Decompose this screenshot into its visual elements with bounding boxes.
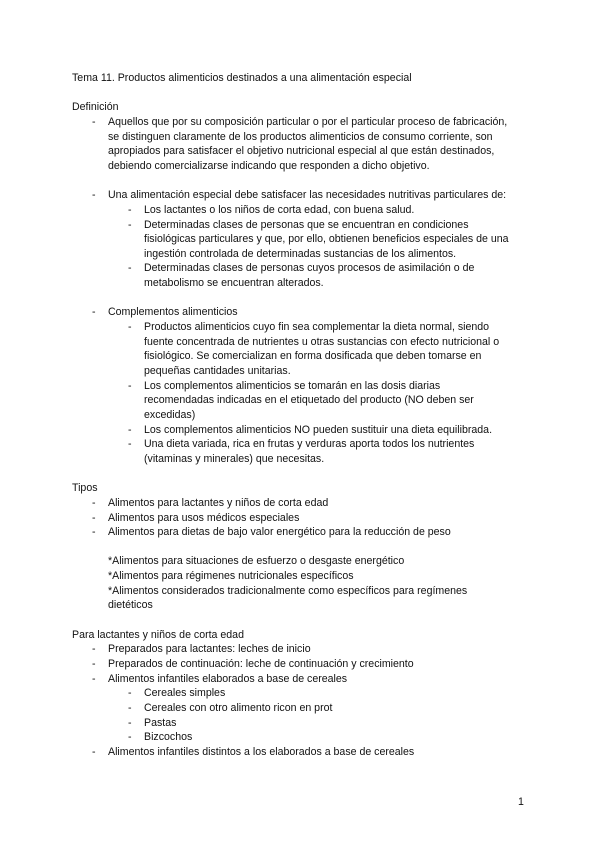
bullet-dash: - (92, 672, 96, 685)
bullet-dash: - (128, 262, 132, 275)
line-text: Los complementos alimenticios NO pueden sustituir una dieta equilibrada. (144, 423, 493, 436)
line-text: Preparados de continuación: leche de continuación y crecimiento (108, 658, 414, 670)
bullet-dash: - (128, 438, 132, 451)
line-text: Tipos (72, 482, 98, 495)
bullet-dash: - (92, 526, 96, 539)
bullet-dash: - (128, 731, 132, 744)
line-text: Alimentos infantiles distintos a los elaborados a base de cereales (108, 745, 415, 758)
bullet-dash: - (128, 687, 132, 700)
line-text: Una alimentación especial debe satisfacer las necesidades nutritivas particulares de: (108, 189, 507, 202)
line-text: fuente concentrada de nutrientes u otras sustancias con efecto nutricional o (144, 335, 500, 348)
line-text: dietéticos (108, 599, 153, 612)
line-text: *Alimentos para régimenes nutricionales específicos (108, 570, 354, 583)
bullet-dash: - (128, 423, 132, 436)
bullet-dash: - (92, 496, 96, 509)
line-text: Determinadas clases de personas cuyos procesos de asimilación o de (144, 262, 475, 275)
line-text: recomendadas indicadas en el etiquetado del producto (NO deben ser (144, 394, 474, 407)
bullet-dash: - (92, 306, 96, 319)
bullet-dash: - (128, 321, 132, 334)
line-text: Complementos alimenticios (108, 306, 238, 319)
line-text: Tema 11. Productos alimenticios destinados a una alimentación especial (72, 72, 412, 84)
line-text: Alimentos para lactantes y niños de corta edad (108, 496, 329, 509)
line-text: Determinadas clases de personas que se encuentran en condiciones (144, 218, 469, 231)
bullet-dash: - (92, 658, 96, 670)
line-text: Definición (72, 101, 119, 114)
bullet-dash: - (128, 701, 132, 714)
bullet-dash: - (92, 643, 96, 656)
bullet-dash: - (92, 745, 96, 758)
bullet-dash: - (92, 115, 96, 128)
line-text: pequeñas cantidades unitarias. (144, 365, 291, 377)
line-text: debiendo comercializarse indicando que responden a dicho objetivo. (108, 159, 430, 172)
line-text: Para lactantes y niños de corta edad (72, 628, 244, 641)
bullet-dash: - (128, 716, 132, 729)
line-text: *Alimentos para situaciones de esfuerzo o desgaste energético (108, 555, 405, 568)
bullet-dash: - (92, 511, 96, 524)
line-text: apropiados para satisfacer el objetivo nutricional especial al que están destinados, (108, 145, 495, 158)
line-text: *Alimentos considerados tradicionalmente como específicos para regímenes (108, 584, 468, 597)
bullet-dash: - (92, 189, 96, 202)
line-text: Cereales simples (144, 687, 226, 700)
line-text: Alimentos para usos médicos especiales (108, 511, 300, 524)
bullet-dash: - (128, 218, 132, 231)
line-text: se distinguen claramente de los productos alimenticios de consumo corriente, son (108, 130, 493, 143)
page-number: 1 (518, 796, 524, 808)
line-text: ingestión controlada de determinadas sustancias de los alimentos. (144, 247, 457, 260)
line-text: metabolismo se encuentran alterados. (144, 277, 324, 290)
line-text: Los lactantes o los niños de corta edad, con buena salud. (144, 203, 415, 216)
line-text: excedidas) (144, 408, 196, 421)
line-text: Bizcochos (144, 731, 193, 744)
bullet-dash: - (128, 203, 132, 216)
line-text: Una dieta variada, rica en frutas y verduras aporta todos los nutrientes (144, 438, 475, 451)
line-text: Preparados para lactantes: leches de inicio (108, 643, 311, 656)
line-text: Aquellos que por su composición particular o por el particular proceso de fabricación, (108, 115, 508, 128)
line-text: Pastas (144, 716, 177, 729)
line-text: (vitaminas y minerales) que necesitas. (144, 452, 325, 465)
line-text: Alimentos para dietas de bajo valor energético para la reducción de peso (108, 526, 451, 539)
line-text: Alimentos infantiles elaborados a base de cereales (108, 672, 348, 685)
line-text: Los complementos alimenticios se tomarán en las dosis diarias (144, 379, 441, 392)
bullet-dash: - (128, 379, 132, 392)
line-text: Cereales con otro alimento ricon en prot (144, 701, 333, 714)
line-text: fisiológico. Se comercializan en forma dosificada que deben tomarse en (144, 350, 482, 363)
line-text: fisiológicas particulares y que, por ello, obtienen beneficios especiales de una (144, 233, 509, 246)
line-text: Productos alimenticios cuyo fin sea complementar la dieta normal, siendo (144, 321, 490, 334)
